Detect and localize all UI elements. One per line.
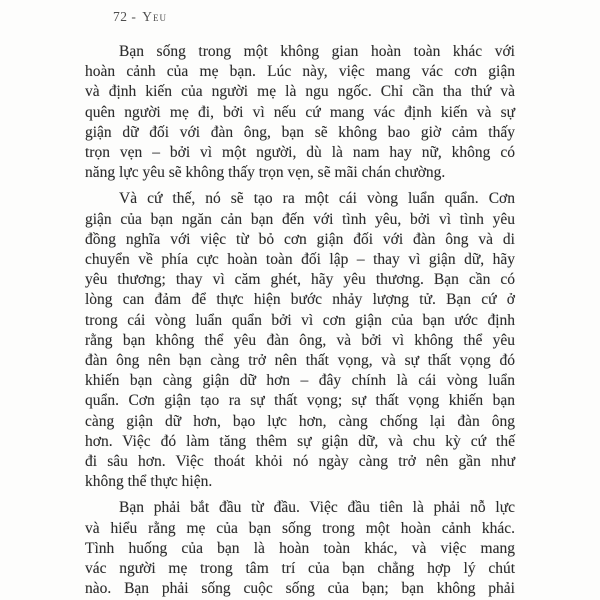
text-line: quên người mẹ đi, bởi vì nếu cứ mang vác định kiến và sự	[85, 103, 515, 121]
text-line: lòng can đảm để thực hiện bước nhảy lượng tử. Bạn cứ ở	[85, 291, 515, 309]
text-line: năng lực yêu sẽ không thấy trọn vẹn, sẽ mãi chán chường.	[85, 164, 446, 182]
text-line: nào. Bạn phải sống cuộc sống của bạn; bạn không phải	[85, 580, 515, 598]
text-line: vác người mẹ trong tâm trí của bạn chẳng hợp lý chút	[85, 560, 515, 578]
book-title: Yeu	[142, 9, 167, 24]
text-line: rằng bạn không thể yêu đàn ông, và bởi vì không thể yêu	[85, 331, 515, 349]
text-line: khiến bạn càng giận dữ hơn – đây chính là cái vòng luẩn	[85, 372, 515, 390]
text-line: đi sâu hơn. Việc thoát khỏi nó ngày càng trở nên gần như	[85, 453, 515, 471]
text-line: không thể thực hiện.	[85, 473, 213, 491]
text-line: đàn ông nên bạn càng trở nên thất vọng, và sự thất vọng đó	[85, 352, 515, 370]
text-line: hơn. Việc đó làm tăng thêm sự giận dữ, và chu kỳ cứ thế	[85, 432, 515, 450]
paragraph	[85, 189, 515, 492]
text-line: chuyển về phía cực hoàn toàn đối lập – thay vì giận dữ, hãy	[85, 251, 515, 269]
text-line: càng giận dữ hơn, bạo lực hơn, càng chống lại đàn ông	[85, 412, 515, 430]
text-line: và hiểu rằng mẹ của bạn sống trong một hoàn cảnh khác.	[85, 519, 515, 537]
text-line: Tình huống của bạn là hoàn toàn khác, và việc mang	[85, 539, 515, 557]
text-line: giận dữ đối với đàn ông, bạn sẽ không bao giờ cảm thấy	[85, 123, 515, 141]
text-line: trong cái vòng luẩn quẩn bởi vì cơn giận của bạn ước định	[85, 311, 515, 329]
running-header	[113, 9, 167, 25]
text-line: Và cứ thế, nó sẽ tạo ra một cái vòng luẩn quẩn. Cơn	[119, 190, 515, 208]
text-line: đồng nghĩa với việc từ bỏ cơn giận đối với đàn ông và di	[85, 230, 515, 248]
text-line: yêu thương; thay vì căm ghét, hãy yêu thương. Bạn cần có	[85, 271, 515, 289]
page-number: 72	[113, 9, 128, 24]
header-separator: -	[131, 9, 137, 24]
text-line: hoàn cảnh của mẹ bạn. Lúc này, việc mang vác cơn giận	[85, 63, 515, 81]
text-line: Bạn sống trong một không gian hoàn toàn khác với	[119, 43, 515, 60]
paragraph	[85, 498, 515, 599]
page-body-text	[85, 42, 515, 599]
text-line: và định kiến của người mẹ là ngu ngốc. Chỉ cần tha thứ và	[85, 83, 515, 101]
paragraph	[85, 42, 515, 183]
text-line: trọn vẹn – bởi vì một người, dù là nam hay nữ, không có	[85, 144, 515, 162]
text-line: quẩn. Cơn giận tạo ra sự thất vọng; sự thất vọng khiến bạn	[85, 392, 515, 410]
text-line: giận của bạn ngăn cản bạn đến với tình yêu, bởi vì tình yêu	[85, 210, 515, 228]
text-line: Bạn phải bắt đầu từ đầu. Việc đầu tiên là phải nỗ lực	[119, 499, 515, 517]
